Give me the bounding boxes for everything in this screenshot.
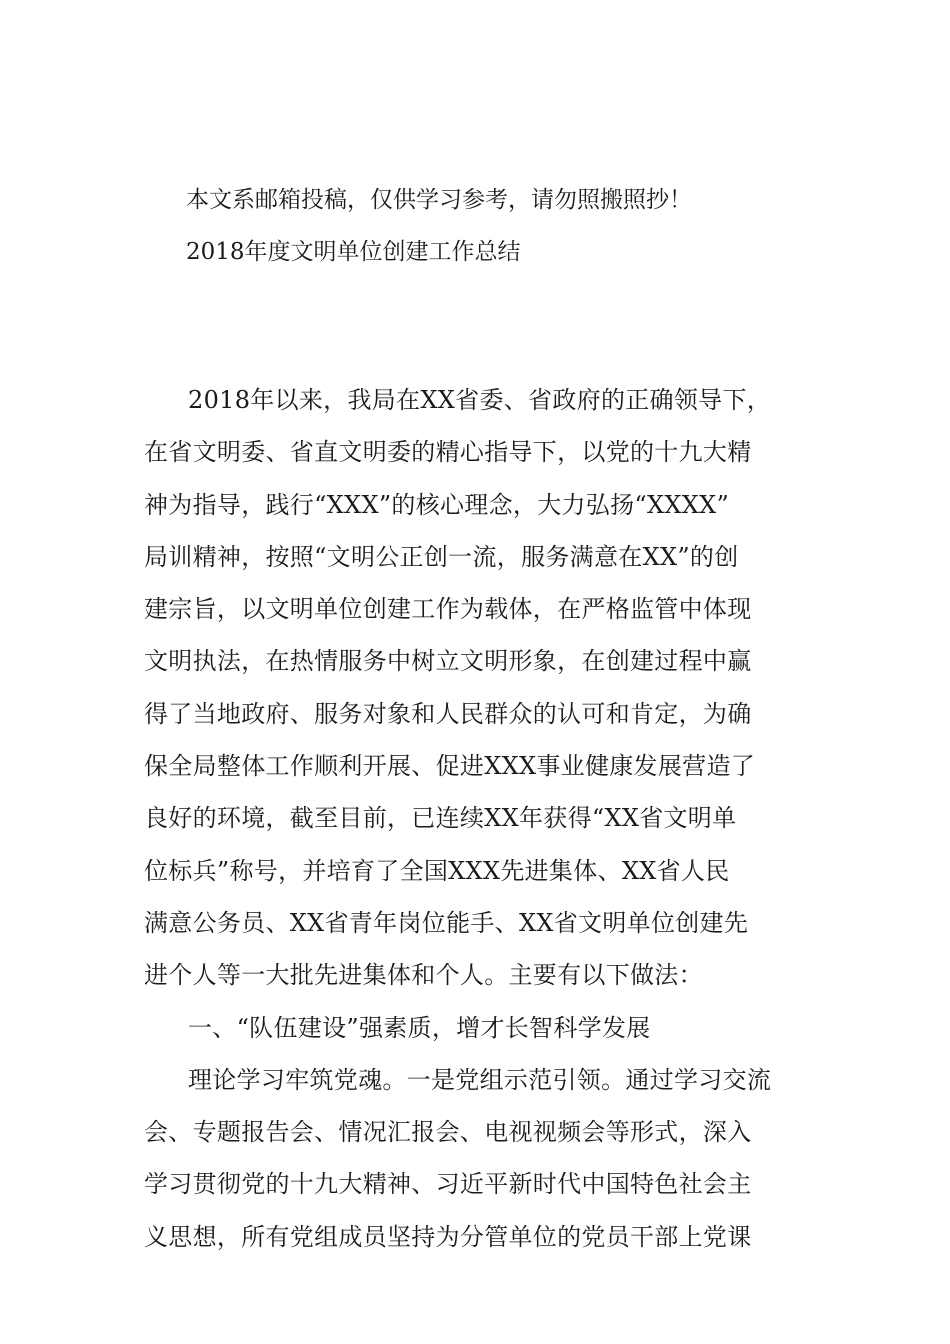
paragraph-line: 神为指导，践行“XXX”的核心理念，大力弘扬“XXXX” xyxy=(144,490,730,519)
paragraph-line: 良好的环境，截至目前，已连续XX年获得“XX省文明单 xyxy=(144,804,737,833)
paragraph-line: 满意公务员、XX省青年岗位能手、XX省文明单位创建先 xyxy=(144,908,749,937)
paragraph-line: 文明执法，在热情服务中树立文明形象，在创建过程中赢 xyxy=(144,647,752,676)
copyright-notice: 本文系邮箱投稿，仅供学习参考，请勿照搬照抄！ xyxy=(186,187,692,213)
paragraph-line: 位标兵”称号，并培育了全国XXX先进集体、XX省人民 xyxy=(144,856,730,885)
document-title: 2018年度文明单位创建工作总结 xyxy=(186,239,521,265)
paragraph-line: 2018年以来，我局在XX省委、省政府的正确领导下， xyxy=(188,386,772,414)
paragraph-line: 保全局整体工作顺利开展、促进XXX事业健康发展营造了 xyxy=(144,752,756,781)
paragraph-line: 进个人等一大批先进集体和个人。主要有以下做法： xyxy=(144,961,703,990)
paragraph-line: 建宗旨，以文明单位创建工作为载体，在严格监管中体现 xyxy=(144,595,752,624)
paragraph-line: 义思想，所有党组成员坚持为分管单位的党员干部上党课 xyxy=(144,1222,752,1251)
paragraph-line: 理论学习牢筑党魂。一是党组示范引领。通过学习交流 xyxy=(188,1065,772,1094)
paragraph-line: 学习贯彻党的十九大精神、习近平新时代中国特色社会主 xyxy=(144,1170,752,1199)
paragraph-line: 局训精神，按照“文明公正创一流，服务满意在XX”的创 xyxy=(144,542,739,571)
paragraph-line: 在省文明委、省直文明委的精心指导下，以党的十九大精 xyxy=(144,438,752,467)
paragraph-line: 得了当地政府、服务对象和人民群众的认可和肯定，为确 xyxy=(144,699,752,728)
section-heading: 一、“队伍建设”强素质，增才长智科学发展 xyxy=(188,1013,651,1042)
paragraph-line: 会、专题报告会、情况汇报会、电视视频会等形式，深入 xyxy=(144,1118,752,1147)
document-body xyxy=(144,378,844,1267)
